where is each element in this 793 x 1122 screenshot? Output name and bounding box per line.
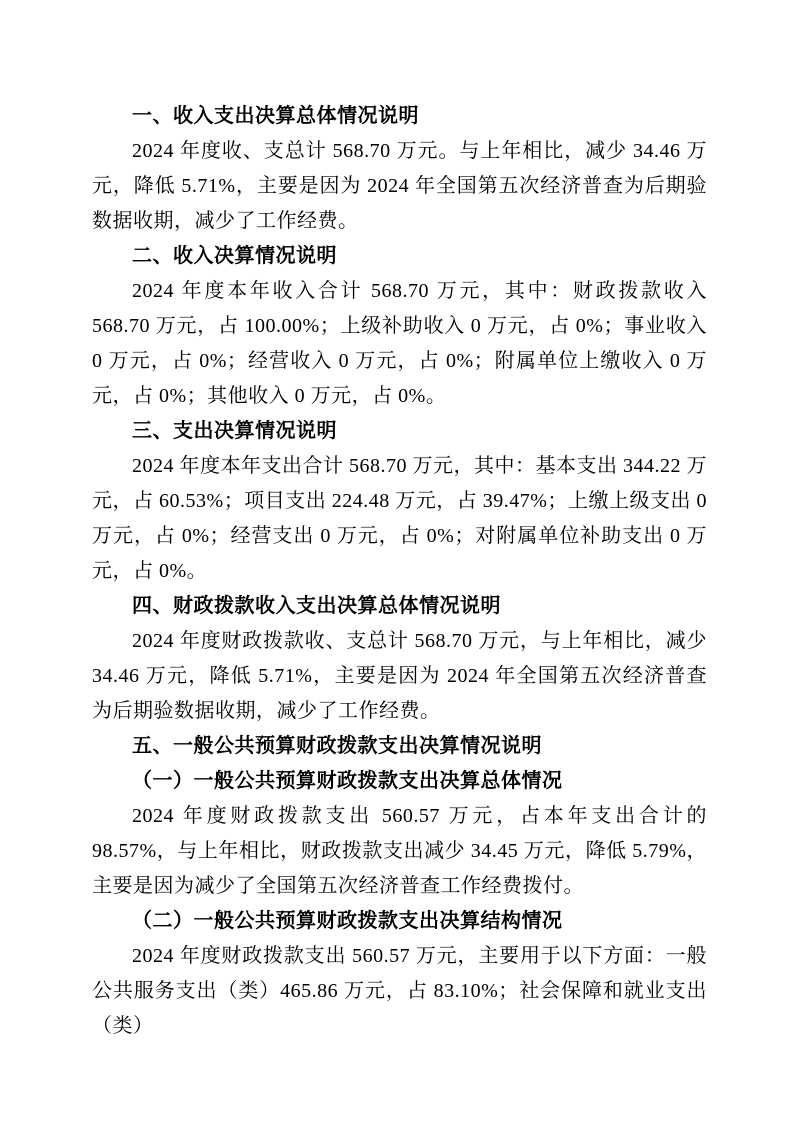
section-1-paragraph: 2024 年度收、支总计 568.70 万元。与上年相比，减少 34.46 万元，降低 5.71%，主要是因为 2024 年全国第五次经济普查为后期验数据收期，减少了工作经费。 — [92, 140, 707, 232]
section-4-paragraph: 2024 年度财政拨款收、支总计 568.70 万元，与上年相比，减少 34.46 万元，降低 5.71%，主要是因为 2024 年全国第五次经济普查为后期验数据收期，减少了工作经费。 — [92, 630, 707, 722]
section-2-heading-income-final-accounts: 二、收入决算情况说明 — [132, 245, 337, 267]
section-3-heading-expenditure-final-accounts: 三、支出决算情况说明 — [132, 420, 337, 442]
section-5-subheading-1-overall-situation: （一）一般公共预算财政拨款支出决算总体情况 — [132, 770, 563, 792]
section-4-heading-fiscal-appropriation-overview: 四、财政拨款收入支出决算总体情况说明 — [132, 595, 501, 617]
section-5-heading-public-budget-expenditure: 五、一般公共预算财政拨款支出决算情况说明 — [132, 735, 542, 757]
section-5-subsection-1-paragraph: 2024 年度财政拨款支出 560.57 万元，占本年支出合计的 98.57%，与上年相比，财政拨款支出减少 34.45 万元，降低 5.79%，主要是因为减少了全国第五次经济普查工作经费拨付。 — [92, 805, 707, 897]
section-5-subheading-2-structure-situation: （二）一般公共预算财政拨款支出决算结构情况 — [132, 910, 563, 932]
section-2-paragraph: 2024 年度本年收入合计 568.70 万元，其中：财政拨款收入 568.70 万元，占 100.00%；上级补助收入 0 万元，占 0%；事业收入 0 万元，占 0%；经营收入 0 万元，占 0%；附属单位上缴收入 0 万元，占 0%；其他收入 0 万元，占 0%。 — [92, 280, 707, 407]
section-1-heading-income-expenditure-overview: 一、收入支出决算总体情况说明 — [132, 105, 419, 127]
section-3-paragraph: 2024 年度本年支出合计 568.70 万元，其中：基本支出 344.22 万元，占 60.53%；项目支出 224.48 万元，占 39.47%；上缴上级支出 0 万元，占 0%；经营支出 0 万元，占 0%；对附属单位补助支出 0 万元，占 0%。 — [92, 455, 707, 582]
section-5-subsection-2-paragraph: 2024 年度财政拨款支出 560.57 万元，主要用于以下方面：一般公共服务支出（类）465.86 万元，占 83.10%；社会保障和就业支出（类） — [92, 945, 707, 1037]
